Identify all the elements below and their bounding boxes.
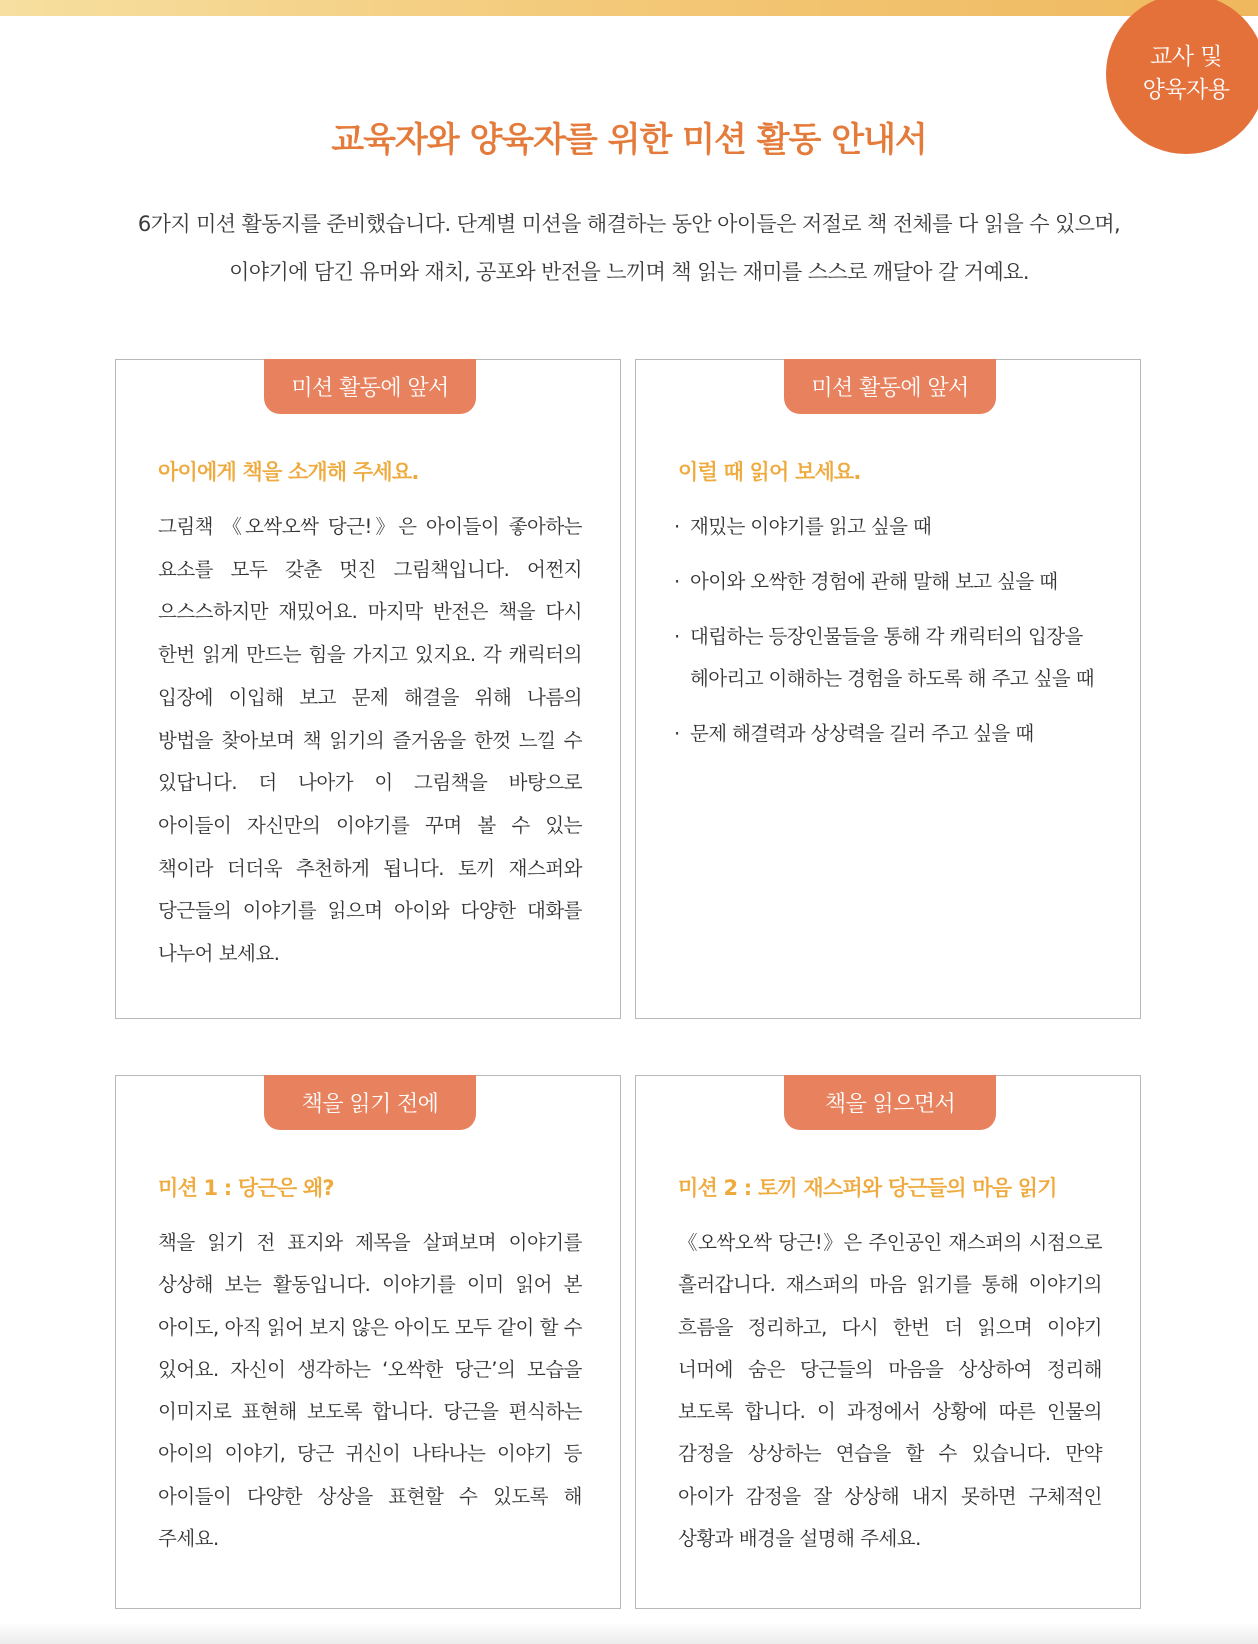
bottom-edge (0, 1622, 1258, 1644)
card-heading: 미션 2 : 토끼 재스퍼와 당근들의 마음 읽기 (678, 1176, 1057, 1200)
card-when-to-read (635, 359, 1141, 1019)
card-tab: 책을 읽으면서 (784, 1075, 996, 1130)
card-heading: 미션 1 : 당근은 왜? (158, 1176, 334, 1200)
list-item: · 재밌는 이야기를 읽고 싶을 때 (674, 506, 1114, 548)
card-tab: 미션 활동에 앞서 (784, 359, 996, 414)
reading-occasions-list (674, 506, 1114, 768)
card-tab: 미션 활동에 앞서 (264, 359, 476, 414)
card-mission-2 (635, 1075, 1141, 1609)
card-introduce-book (115, 359, 621, 1019)
card-heading: 아이에게 책을 소개해 주세요. (158, 460, 419, 484)
list-item: · 대립하는 등장인물들을 통해 각 캐릭터의 입장을 헤아리고 이해하는 경험을 하도록 해 주고 싶을 때 (674, 616, 1114, 700)
intro-line-2: 이야기에 담긴 유머와 재치, 공포와 반전을 느끼며 책 읽는 재미를 스스로 깨달아 갈 거예요. (229, 260, 1029, 284)
intro-text (60, 200, 1198, 296)
intro-line-1: 6가지 미션 활동지를 준비했습니다. 단계별 미션을 해결하는 동안 아이들은 저절로 책 전체를 다 읽을 수 있으며, (137, 212, 1121, 236)
badge-line-2: 양육자용 (1142, 77, 1230, 103)
list-item: · 아이와 오싹한 경험에 관해 말해 보고 싶을 때 (674, 561, 1114, 603)
card-body: 그림책 《오싹오싹 당근!》은 아이들이 좋아하는 요소를 모두 갖춘 멋진 그림책입니다. 어쩐지 으스스하지만 재밌어요. 마지막 반전은 책을 다시 한번 읽게 만드는 힘을 가지고 있지요. 각 캐릭터의 입장에 이입해 보고 문제 해결을 위해 나름의 방법을 찾아보며 책 읽기의 즐거움을 한껏 느낄 수 있답니다. 더 나아가 이 그림책을 바탕으로 아이들이 자신만의 이야기를 꾸며 볼 수 있는 책이라 더더욱 추천하게 됩니다. 토끼 재스퍼와 당근들의 이야기를 읽으며 아이와 다양한 대화를 나누어 보세요. (158, 515, 582, 966)
page-title: 교육자와 양육자를 위한 미션 활동 안내서 (331, 120, 927, 160)
top-accent-bar (0, 0, 1258, 16)
card-body: 《오싹오싹 당근!》은 주인공인 재스퍼의 시점으로 흘러갑니다. 재스퍼의 마음 읽기를 통해 이야기의 흐름을 정리하고, 다시 한번 더 읽으며 이야기 너머에 숨은 당근들의 마음을 상상하여 정리해 보도록 합니다. 이 과정에서 상황에 따른 인물의 감정을 상상하는 연습을 할 수 있습니다. 만약 아이가 감정을 잘 상상해 내지 못하면 구체적인 상황과 배경을 설명해 주세요. (678, 1231, 1102, 1551)
card-mission-1 (115, 1075, 621, 1609)
card-tab: 책을 읽기 전에 (264, 1075, 476, 1130)
card-body: 책을 읽기 전 표지와 제목을 살펴보며 이야기를 상상해 보는 활동입니다. 이야기를 이미 읽어 본 아이도, 아직 읽어 보지 않은 아이도 모두 같이 할 수 있어요. 자신이 생각하는 ‘오싹한 당근’의 모습을 이미지로 표현해 보도록 합니다. 당근을 편식하는 아이의 이야기, 당근 귀신이 나타나는 이야기 등 아이들이 다양한 상상을 표현할 수 있도록 해 주세요. (158, 1231, 582, 1551)
badge-line-1: 교사 및 (1150, 44, 1222, 70)
list-item: · 문제 해결력과 상상력을 길러 주고 싶을 때 (674, 713, 1114, 755)
card-heading: 이럴 때 읽어 보세요. (678, 460, 861, 484)
